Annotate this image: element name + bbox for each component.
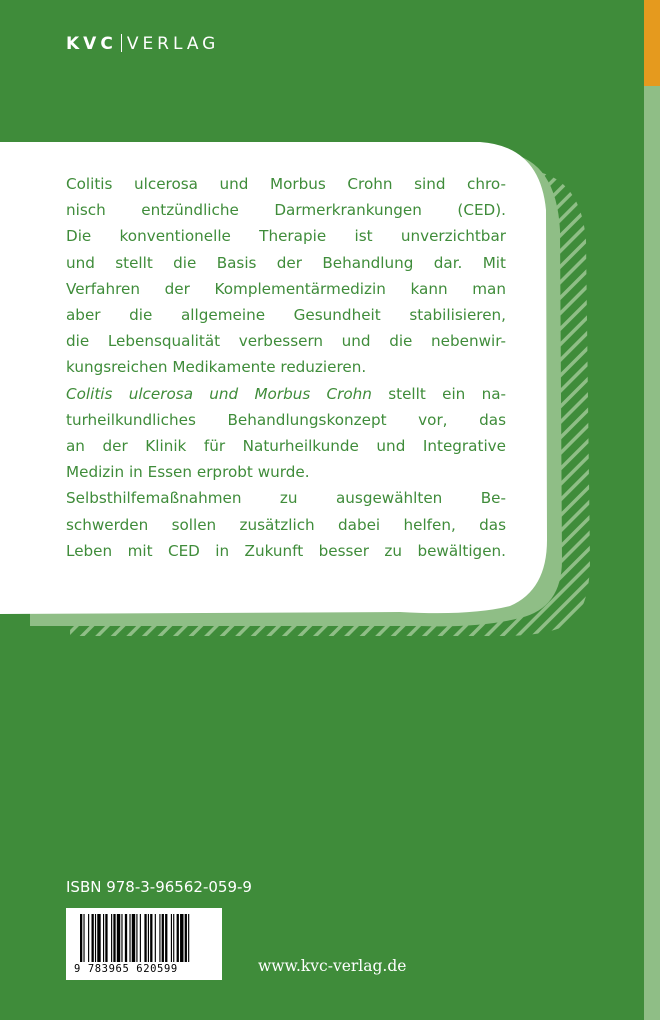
logo-verlag: VERLAG <box>126 34 220 54</box>
barcode <box>66 908 222 980</box>
barcode-bar <box>132 914 135 962</box>
barcode-bar <box>92 914 94 962</box>
barcode-bar <box>150 914 152 962</box>
barcode-bar <box>155 914 156 962</box>
blurb-line: aber die allgemeine Gesundheit stabilisieren, <box>66 306 506 325</box>
barcode-bar <box>159 914 160 962</box>
isbn-label: ISBN 978-3-96562-059-9 <box>66 878 252 896</box>
barcode-bar <box>188 914 189 962</box>
blurb-line: Colitis ulcerosa und Morbus Crohn sind chro- <box>66 175 506 193</box>
blurb-line: nisch entzündliche Darmerkrankungen (CED). <box>66 201 506 220</box>
barcode-bar <box>117 914 120 962</box>
barcode-bar <box>88 914 89 962</box>
blurb-line-with-title <box>66 381 506 407</box>
blurb-line: schwerden sollen zusätzlich dabei helfen, das <box>66 515 506 534</box>
barcode-bar <box>171 914 172 962</box>
blurb-line: und stellt die Basis der Behandlung dar. Mit <box>66 253 506 272</box>
blurb-line: an der Klinik für Naturheilkunde und Integrative <box>66 437 506 456</box>
logo-kvc: KVC <box>66 34 117 54</box>
blurb-after-title: stellt ein na- <box>388 384 506 403</box>
barcode-bar <box>83 914 84 962</box>
barcode-bar <box>136 914 137 962</box>
blurb-line: Leben mit CED in Zukunft besser zu bewältigen. <box>66 541 506 560</box>
barcode-bar <box>173 914 174 962</box>
blurb-line: kungsreichen Medikamente reduzieren. <box>66 358 367 377</box>
barcode-bar <box>121 914 122 962</box>
blurb-line: turheilkundliches Behandlungskonzept vor, das <box>66 410 506 429</box>
barcode-bar <box>129 914 130 962</box>
barcode-bar <box>97 914 100 962</box>
barcode-bar <box>165 914 167 962</box>
publisher-website: www.kvc-verlag.de <box>258 957 407 975</box>
barcode-bar <box>148 914 149 962</box>
blurb-line: Selbsthilfemaßnahmen zu ausgewählten Be- <box>66 489 506 508</box>
barcode-bar <box>125 914 127 962</box>
barcode-bar <box>185 914 187 962</box>
barcode-digits: 9 783965 620599 <box>74 963 178 975</box>
barcode-bar <box>140 914 141 962</box>
blurb-line: Verfahren der Komplementärmedizin kann man <box>66 279 506 298</box>
barcode-bar <box>144 914 146 962</box>
book-title-italic: Colitis ulcerosa und Morbus Crohn <box>66 384 372 403</box>
barcode-bar <box>162 914 164 962</box>
barcode-bar <box>105 914 107 962</box>
barcode-bars <box>66 908 222 964</box>
blurb-line: die Lebensqualität verbessern und die nebenwir- <box>66 332 506 351</box>
blurb-line: Medizin in Essen erprobt wurde. <box>66 463 310 482</box>
barcode-bar <box>103 914 104 962</box>
blurb-text <box>66 171 506 564</box>
barcode-bar <box>180 914 183 962</box>
barcode-bar <box>177 914 179 962</box>
barcode-bar <box>95 914 96 962</box>
barcode-bar <box>111 914 112 962</box>
barcode-bar <box>113 914 115 962</box>
blurb-line: Die konventionelle Therapie ist unverzichtbar <box>66 227 506 246</box>
barcode-bar <box>80 914 82 962</box>
